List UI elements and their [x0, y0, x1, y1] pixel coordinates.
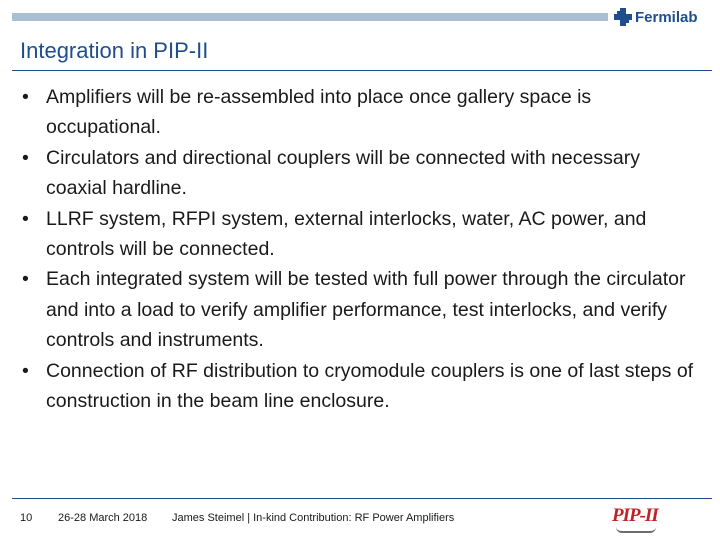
footer-date: 26-28 March 2018 — [58, 512, 148, 524]
bullet-item — [22, 143, 702, 204]
pip-ii-logo — [608, 503, 664, 535]
bullet-item — [22, 356, 702, 417]
slide-title: Integration in PIP-II — [20, 38, 209, 63]
bullet-text: Circulators and directional couplers will be connected with necessary coaxial hardline. — [46, 146, 640, 200]
footer-divider — [12, 498, 712, 499]
fermilab-logo-text: Fermilab — [635, 8, 698, 26]
fermilab-logo — [614, 6, 714, 28]
bullet-text: Amplifiers will be re-assembled into place once gallery space is occupational. — [46, 86, 592, 139]
bullet-marker: • — [22, 146, 29, 169]
bullet-item — [22, 264, 702, 355]
bullet-marker: • — [22, 268, 29, 291]
pip-ii-logo-swoosh — [616, 527, 656, 533]
bullet-text: Connection of RF distribution to cryomodule couplers is one of last steps of construction in the beam line enclosure. — [46, 359, 694, 413]
bullet-text: Each integrated system will be tested with full power through the circulator and into a load to verify amplifier performance, test interlocks, and verify controls and instruments. — [46, 268, 686, 352]
bullet-item — [22, 82, 702, 143]
bullet-list — [22, 82, 702, 416]
bullet-marker: • — [22, 359, 29, 382]
header-bar — [12, 13, 608, 21]
bullet-text: LLRF system, RFPI system, external interlocks, water, AC power, and controls will be connected. — [46, 207, 647, 261]
bullet-marker: • — [22, 207, 29, 230]
pip-ii-logo-text: PIP-II — [612, 505, 658, 526]
footer-author: James Steimel | In-kind Contribution: RF Power Amplifiers — [172, 512, 455, 524]
fermilab-mark-icon — [614, 8, 632, 26]
bullet-marker: • — [22, 86, 29, 108]
page-number: 10 — [20, 512, 33, 524]
title-divider — [12, 70, 712, 71]
bullet-item — [22, 204, 702, 265]
